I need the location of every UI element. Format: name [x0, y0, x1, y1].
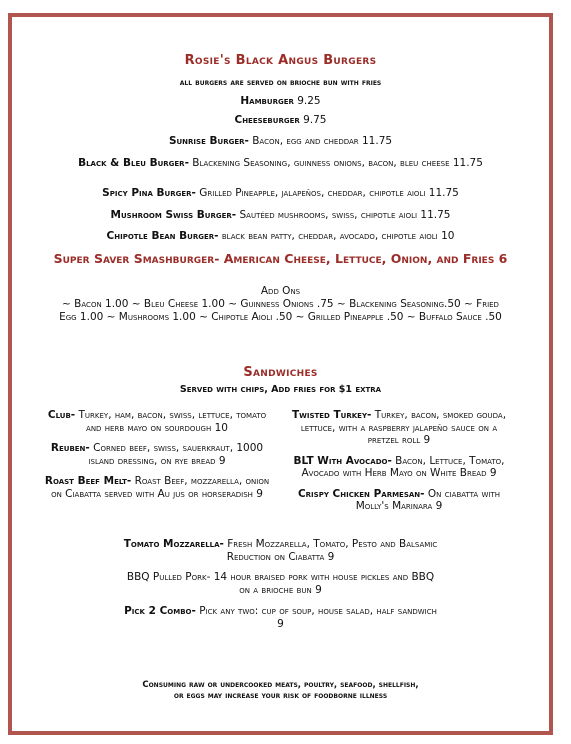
- menu-item: Chipotle Bean Burger- black bean patty, cheddar, avocado, chipotle aioli 10: [106, 230, 455, 242]
- menu-item: Mushroom Swiss Burger- Sautéed mushrooms, swiss, chipotle aioli 11.75: [110, 209, 451, 221]
- menu-item: Crispy Chicken Parmesan- On ciabatta with Molly's Marinara 9: [297, 487, 501, 512]
- menu-item: Reuben- Corned beef, swiss, sauerkraut, 1000 island dressing, on rye bread 9: [50, 442, 264, 467]
- addons-title: Add Ons: [260, 285, 301, 297]
- menu-page: [8, 13, 553, 735]
- smashburger-special: Super Saver Smashburger- American Cheese, Lettuce, Onion, and Fries 6: [53, 251, 508, 266]
- burgers-note: all burgers are served on brioche bun with fries: [179, 78, 382, 88]
- addons-list: ~ Bacon 1.00 ~ Bleu Cheese 1.00 ~ Guinness Onions .75 ~ Blackening Seasoning.50 ~ Fried Egg 1.00 ~ Mushrooms 1.00 ~ Chipotle Aioli .50 ~ Grilled Pineapple .50 ~ Buffalo Sauce .50: [59, 298, 502, 323]
- sandwiches-note: Served with chips, Add fries for $1 extra: [179, 384, 382, 395]
- sandwiches-left-column: [42, 409, 272, 508]
- burgers-title: Rosie's Black Angus Burgers: [184, 53, 377, 68]
- menu-item: Spicy Pina Burger- Grilled Pineapple, jalapeños, cheddar, chipotle aioli 11.75: [102, 187, 459, 199]
- menu-item: Sunrise Burger- Bacon, egg and cheddar 11.75: [168, 135, 393, 147]
- sandwiches-right-column: [284, 409, 514, 521]
- health-warning-line: Consuming raw or undercooked meats, poultry, seafood, shellfish,: [142, 680, 419, 690]
- menu-item: BBQ Pulled Pork- 14 hour braised pork with house pickles and BBQ on a brioche bun 9: [126, 571, 435, 596]
- sandwiches-title: Sandwiches: [243, 365, 318, 380]
- menu-item: BLT With Avocado- Bacon, Lettuce, Tomato, Avocado with Herb Mayo on White Bread 9: [293, 454, 505, 479]
- menu-item: Cheeseburger 9.75: [234, 114, 327, 126]
- menu-item: Black & Bleu Burger- Blackening Seasoning, guinness onions, bacon, bleu cheese 11.75: [78, 157, 483, 169]
- menu-item: Twisted Turkey- Turkey, bacon, smoked gouda, lettuce, with a raspberry jalapeño sauce on a pretzel roll 9: [291, 409, 507, 446]
- health-warning-line: or eggs may increase your risk of foodborne illness: [173, 691, 388, 701]
- menu-item: Club- Turkey, ham, bacon, swiss, lettuce, tomato and herb mayo on sourdough 10: [47, 409, 267, 434]
- health-warning: [52, 680, 509, 702]
- menu-item: Pick 2 Combo- Pick any two: cup of soup, house salad, half sandwich 9: [124, 605, 437, 630]
- menu-item: Tomato Mozzarella- Fresh Mozzarella, Tomato, Pesto and Balsamic Reduction on Ciabatta 9: [123, 538, 438, 563]
- menu-item: Roast Beef Melt- Roast Beef, mozzarella, onion on Ciabatta served with Au jus or horseradish 9: [44, 475, 270, 500]
- menu-item: Hamburger 9.25: [240, 95, 321, 107]
